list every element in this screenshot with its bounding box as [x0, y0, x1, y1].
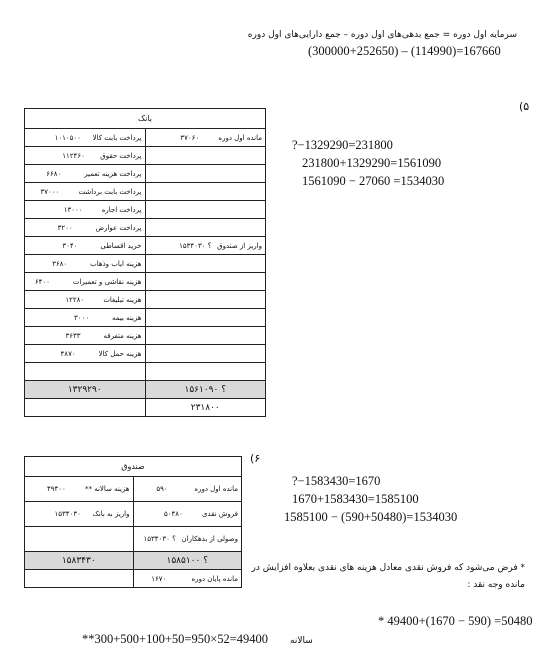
cash-end-amount: ۱۶۷۰ — [151, 574, 167, 583]
cash-debit-entry — [133, 527, 242, 552]
bank-debit-entry — [145, 219, 266, 237]
bank-row — [25, 273, 266, 291]
bank-credit-label: هزینه بیمه — [112, 313, 142, 322]
bank-debit-entry — [145, 237, 266, 255]
bank-table-title: بانک — [25, 109, 266, 129]
bank-credit-entry — [25, 345, 146, 363]
cash-empty-cell — [25, 570, 134, 588]
bank-row — [25, 327, 266, 345]
cash-total-right: ۱۵۸۳۴۳۰ — [25, 552, 134, 570]
cash-credit-entry — [25, 502, 134, 527]
bank-credit-label: هزینه نقاشی و تعمیرات — [72, 277, 142, 286]
cash-debit-amount: ۵۹۰ — [156, 485, 168, 493]
bank-debit-label: مانده اول دوره — [218, 133, 262, 142]
bank-credit-label: پرداخت بابت برداشت — [78, 187, 142, 196]
bank-credit-amount: ۱۲۲۸۰ — [65, 295, 85, 304]
bank-credit-amount: ۱۰۱۰۵۰۰ — [54, 133, 81, 142]
bank-credit-entry — [25, 273, 146, 291]
cash-debit-label: وصولی از بدهکاران — [181, 535, 238, 543]
bank-row — [25, 309, 266, 327]
annual-label: سالانه — [290, 636, 313, 646]
bank-row — [25, 219, 266, 237]
annual-expense-calc: **300+500+100+50=950×52=49400 — [82, 632, 269, 646]
bank-debit-entry — [145, 327, 266, 345]
p5-eq-2: 231800+1329290=1561090 — [302, 156, 442, 170]
bank-total-left: ؟ ۱۵۶۱۰۹۰ — [145, 381, 266, 399]
cash-table-title: صندوق — [25, 457, 242, 477]
bank-credit-entry — [25, 201, 146, 219]
bank-debit-entry — [145, 273, 266, 291]
bank-credit-entry — [25, 255, 146, 273]
bank-credit-amount: ۳۰۴۰ — [62, 241, 78, 250]
bank-credit-entry — [25, 291, 146, 309]
p5-eq-1: ?−1329290=231800 — [292, 138, 393, 152]
bank-credit-entry — [25, 309, 146, 327]
bank-credit-amount: ۳۶۸۰ — [52, 259, 68, 268]
bank-debit-entry — [145, 291, 266, 309]
cash-credit-entry — [25, 477, 134, 502]
bank-credit-amount: ۱۱۲۴۶۰ — [62, 151, 85, 160]
p6-eq-1: ?−1583430=1670 — [292, 474, 381, 488]
bank-row — [25, 345, 266, 363]
bank-credit-entry — [25, 183, 146, 201]
bank-row — [25, 291, 266, 309]
bank-credit-entry — [25, 147, 146, 165]
bank-credit-label: پرداخت هزینه تعمیر — [84, 169, 142, 178]
cash-debit-entry — [133, 502, 242, 527]
problem-number-5: ۵) — [519, 100, 530, 113]
problem-number-6: ۶) — [250, 452, 261, 465]
bank-credit-entry — [25, 129, 146, 147]
bank-credit-amount: ۴۸۷۰ — [60, 349, 76, 358]
bank-total-right: ۱۳۲۹۲۹۰ — [25, 381, 146, 399]
bank-row — [25, 183, 266, 201]
bank-credit-label: پرداخت بابت کالا — [92, 133, 142, 142]
note-equation: * 49400+(1670 − 590) =50480 — [378, 614, 533, 628]
bank-credit-label: پرداخت حقوق — [100, 151, 142, 160]
bank-credit-label: هزینه تبلیغات — [103, 295, 142, 304]
capital-calc: (300000+252650) – (114990)=167660 — [308, 44, 501, 58]
cash-credit-amount: ۱۵۳۴۰۳۰ — [54, 510, 81, 518]
bank-debit-entry — [145, 255, 266, 273]
cash-credit-entry — [25, 527, 134, 552]
bank-debit-amount: ؟ ۱۵۳۴۰۳۰ — [179, 241, 212, 250]
bank-debit-entry — [145, 363, 266, 381]
bank-credit-entry — [25, 165, 146, 183]
bank-credit-label: خرید اقساطی — [100, 241, 142, 250]
bank-row — [25, 147, 266, 165]
bank-row — [25, 237, 266, 255]
bank-credit-amount: ۱۳۰۰۰ — [63, 205, 83, 214]
bank-debit-entry — [145, 345, 266, 363]
bank-credit-entry — [25, 237, 146, 255]
bank-debit-entry — [145, 201, 266, 219]
p6-eq-2: 1670+1583430=1585100 — [292, 492, 419, 506]
cash-credit-label: واریز به بانک — [92, 510, 130, 518]
bank-credit-entry — [25, 219, 146, 237]
cash-credit-label: هزینه سالانه ** — [84, 485, 130, 493]
bank-credit-label: هزینه ایاب وذهاب — [90, 259, 142, 268]
bank-ledger-table — [24, 108, 266, 417]
bank-credit-amount: ۶۴۰۰ — [34, 277, 50, 286]
p6-eq-3: 1585100 − (590+50480)=1534030 — [284, 510, 458, 524]
cash-row — [25, 502, 242, 527]
cash-debit-amount: ؟ ۱۵۳۴۰۳۰ — [143, 535, 176, 543]
bank-credit-entry — [25, 363, 146, 381]
cash-total-left: ؟ ۱۵۸۵۱۰۰ — [133, 552, 242, 570]
bank-credit-amount: ۳۶۳۳ — [65, 331, 81, 340]
cash-ledger-table — [24, 456, 242, 588]
cash-credit-amount: ۴۹۴۰۰ — [46, 485, 66, 493]
bank-row — [25, 363, 266, 381]
bank-credit-label: پرداخت عوارض — [95, 223, 142, 232]
bank-debit-amount: ۳۷۰۶۰ — [180, 133, 200, 142]
note-line-1: * فرض می‌شود که فروش نقدی معادل هزینه های نقدی بعلاوه افزایش در — [251, 563, 525, 573]
bank-debit-entry — [145, 147, 266, 165]
cash-debit-label: مانده اول دوره — [194, 485, 238, 493]
bank-credit-amount: ۳۲۰۰ — [57, 223, 73, 232]
cash-end-label: مانده پایان دوره — [191, 574, 238, 583]
bank-credit-label: هزینه حمل کالا — [98, 349, 142, 358]
bank-row — [25, 165, 266, 183]
bank-debit-entry — [145, 165, 266, 183]
bank-debit-entry — [145, 129, 266, 147]
bank-row — [25, 201, 266, 219]
cash-row — [25, 477, 242, 502]
bank-debit-entry — [145, 309, 266, 327]
bank-balance: ۲۳۱۸۰۰ — [145, 399, 266, 417]
bank-credit-amount: ۶۶۸۰ — [46, 169, 62, 178]
cash-debit-amount: ۵۰۴۸۰ — [163, 510, 183, 518]
bank-credit-amount: ۳۷۰۰۰ — [40, 187, 60, 196]
cash-debit-label: فروش نقدی — [201, 510, 238, 518]
bank-row — [25, 255, 266, 273]
capital-formula-text: سرمایه اول دوره = جمع بدهی‌های اول دوره – جمع دارایی‌های اول دوره — [247, 30, 517, 40]
note-line-2: مانده وجه نقد : — [467, 580, 525, 590]
bank-credit-amount: ۳۰۰۰ — [74, 313, 90, 322]
bank-debit-entry — [145, 183, 266, 201]
cash-debit-entry — [133, 477, 242, 502]
cash-end-balance — [133, 570, 242, 588]
bank-debit-label: واریز از صندوق — [217, 241, 262, 250]
cash-row — [25, 527, 242, 552]
bank-credit-entry — [25, 327, 146, 345]
bank-credit-label: هزینه متفرقه — [103, 331, 142, 340]
p5-eq-3: 1561090 − 27060 =1534030 — [302, 174, 445, 188]
bank-empty-cell — [25, 399, 146, 417]
bank-credit-label: پرداخت اجاره — [101, 205, 142, 214]
bank-row — [25, 129, 266, 147]
